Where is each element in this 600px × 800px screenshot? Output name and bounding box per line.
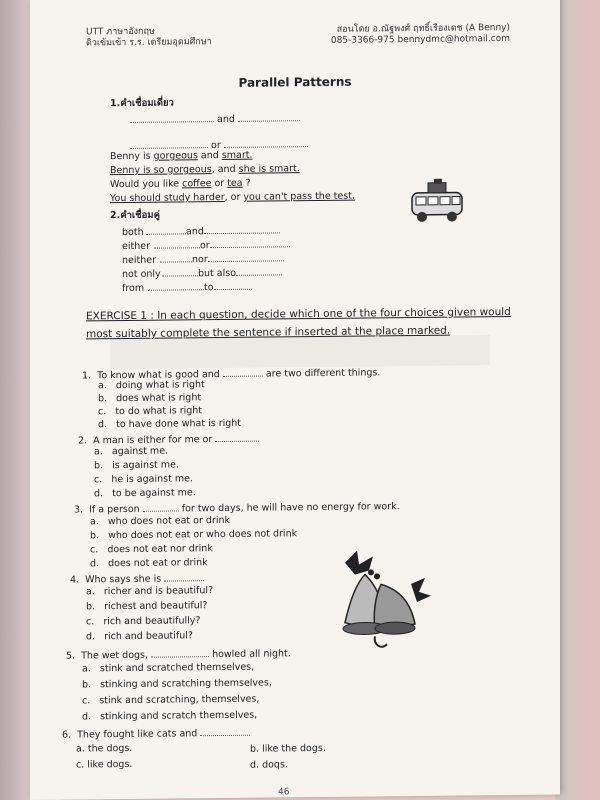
question-2: 2. A man is either for me or	[78, 432, 259, 447]
question-3: 3. If a person for two days, he will have no energy for work.	[74, 501, 400, 516]
header-contact: 085-3366-975 bennydmc@hotmail.com	[330, 33, 510, 46]
option: b. does what is right	[98, 392, 202, 405]
option: b. richest and beautiful?	[86, 600, 208, 613]
section2-heading: 2.คำเชื่อมคู่	[110, 209, 160, 222]
question-4: 4. Who says she is	[70, 571, 204, 585]
pair-row: neither nor	[122, 251, 284, 266]
pair-row: from to	[122, 280, 252, 294]
option: c. rich and beautifully?	[86, 615, 201, 628]
page-title: Parallel Patterns	[238, 74, 352, 90]
bus-clipart-icon	[408, 178, 468, 229]
exercise-instruction: EXERCISE 1 : In each question, decide which one of the four choices given would most suitably complete the sentence if inserted at the place marked.	[86, 305, 511, 341]
option: d. does not eat or drink	[90, 557, 208, 570]
option: c. like dogs.	[76, 758, 133, 771]
example-4: You should study harder, or you can't pass the test.	[110, 190, 355, 205]
option: b. like the dogs.	[250, 742, 326, 755]
option: d. to have done what is right	[98, 417, 242, 431]
header-teacher: สอนโดย อ.ณัฐพงศ์ ฤทธิ์เรืองเดช (A Benny)	[336, 22, 510, 35]
option: b. stinking and scratching themselves,	[82, 677, 272, 691]
page-number: 46	[278, 787, 290, 798]
option: c. does not eat nor drink	[90, 543, 213, 556]
option: a. doing what is right	[98, 379, 205, 392]
option: c. he is against me.	[94, 473, 193, 486]
question-6: 6. They fought like cats and	[62, 726, 250, 741]
pattern-or: or	[130, 137, 308, 152]
option: d. rich and beautiful?	[86, 630, 193, 643]
christmas-bells-clipart-icon	[325, 544, 435, 655]
header-left	[86, 26, 212, 49]
pair-row: either or	[122, 237, 290, 252]
section1-heading: 1.คำเชื่อมเดี่ยว	[110, 97, 174, 110]
page-edge-stack	[555, 0, 600, 800]
option: d. stinking and scratch themselves,	[82, 709, 258, 723]
option: a. stink and scratched themselves,	[82, 661, 255, 675]
option: b. is against me.	[94, 459, 179, 472]
example-3: Would you like coffee or tea ?	[110, 177, 251, 191]
option: a. who does not eat or drink	[90, 514, 231, 528]
example-2: Benny is so gorgeous, and she is smart.	[110, 163, 300, 177]
pattern-and: and	[130, 111, 300, 126]
option: b. who does not eat or who does not drink	[90, 528, 298, 542]
option: c. stink and scratching, themselves,	[82, 693, 260, 707]
header-subtitle: ติวเข้มเข้า ร.ร. เตรียมอุดมศึกษา	[86, 37, 212, 49]
question-5: 5. The wet dogs, howled all night.	[66, 648, 291, 662]
option: d. doqs.	[250, 759, 288, 771]
option: a. against me.	[94, 445, 169, 458]
option: d. to be against me.	[94, 487, 196, 500]
header-course: UTT ภาษาอังกฤษ	[86, 26, 155, 38]
question-1: 1. To know what is good and are two different things.	[82, 367, 381, 382]
pair-row: both and	[122, 223, 280, 238]
option: c. to do what is right	[98, 405, 203, 418]
worksheet-page	[30, 0, 560, 800]
example-1: Benny is gorgeous and smart.	[110, 149, 253, 163]
header-right	[331, 23, 510, 47]
pair-row: not only but also	[122, 265, 282, 280]
option: a. the dogs.	[76, 742, 133, 755]
option: a. richer and is beautiful?	[86, 585, 214, 598]
